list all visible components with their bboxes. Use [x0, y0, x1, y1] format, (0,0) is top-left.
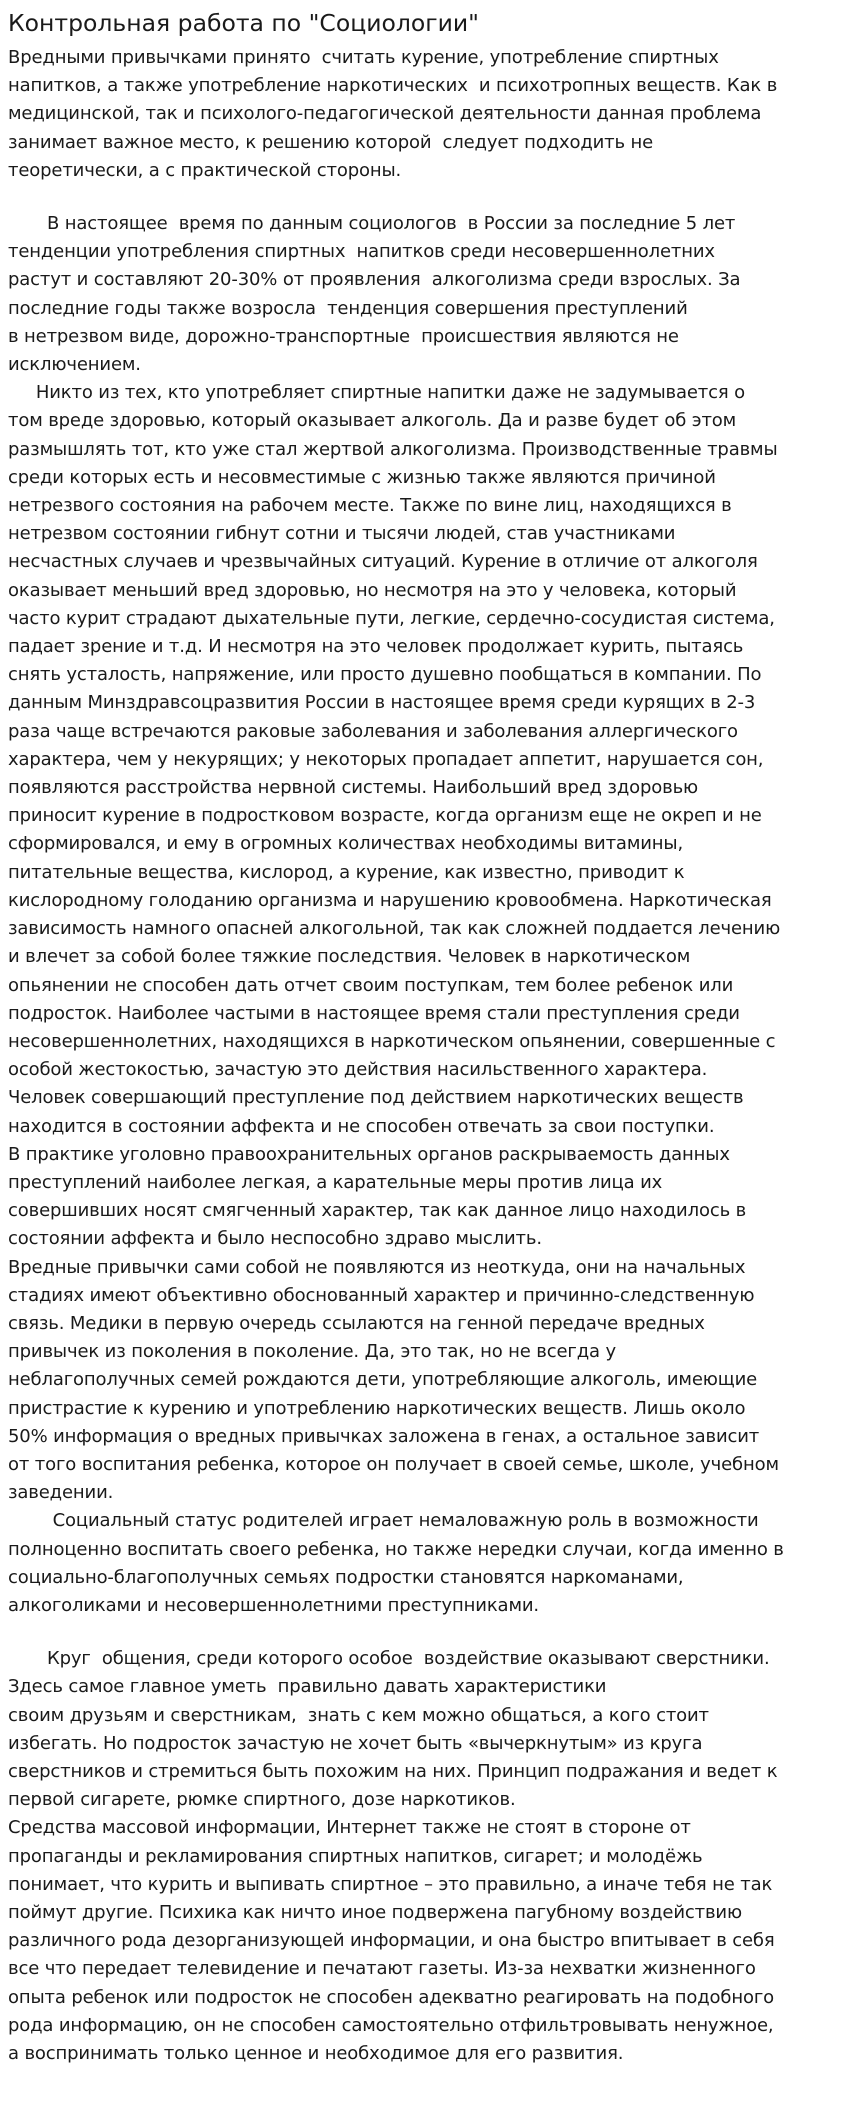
text-line: медицинской, так и психолого-педагогической деятельности данная проблема — [8, 103, 762, 125]
text-line: пристрастие к курению и употреблению наркотических веществ. Лишь около — [8, 1397, 746, 1419]
text-line: снять усталость, напряжение, или просто душевно пообщаться в компании. По — [8, 664, 762, 686]
text-line: кислородному голоданию организма и нарушению кровообмена. Наркотическая — [8, 889, 772, 911]
text-line: раза чаще встречаются раковые заболевания и заболевания аллергического — [8, 720, 738, 742]
text-line: все что передает телевидение и печатают газеты. Из-за нехватки жизненного — [8, 1958, 756, 1980]
text-line: несчастных случаев и чрезвычайных ситуаций. Курение в отличие от алкоголя — [8, 551, 758, 573]
text-line: неблагополучных семей рождаются дети, употребляющие алкоголь, имеющие — [8, 1369, 758, 1391]
text-line: находится в состоянии аффекта и не способен отвечать за свои поступки. — [8, 1115, 715, 1137]
text-line: В настоящее время по данным социологов в России за последние 5 лет — [8, 213, 736, 235]
text-line: состоянии аффекта и было неспособно здраво мыслить. — [8, 1228, 542, 1250]
text-line: и влечет за собой более тяжкие последствия. Человек в наркотическом — [8, 946, 691, 968]
text-line: сформировался, и ему в огромных количествах необходимы витамины, — [8, 833, 684, 855]
text-line: в нетрезвом виде, дорожно-транспортные происшествия являются не — [8, 325, 679, 347]
text-line: Здесь самое главное уметь правильно давать характеристики — [8, 1676, 607, 1698]
text-line: пропаганды и рекламирования спиртных напитков, сигарет; и молодёжь — [8, 1845, 703, 1867]
text-line: алкоголиками и несовершеннолетними преступниками. — [8, 1594, 539, 1616]
text-line: избегать. Но подросток зачастую не хочет быть «вычеркнутым» из круга — [8, 1732, 703, 1754]
text-line: занимает важное место, к решению которой следует подходить не — [8, 131, 654, 153]
text-line: нетрезвого состояния на рабочем месте. Также по вине лиц, находящихся в — [8, 495, 732, 517]
text-line: данным Минздравсоцразвития России в настоящее время среди курящих в 2-3 — [8, 692, 756, 714]
text-line: различного рода дезорганизующей информации, и она быстро впитывает в себя — [8, 1930, 775, 1952]
text-line: опыта ребенок или подросток не способен адекватно реагировать на подобного — [8, 1986, 775, 2008]
document-body — [8, 44, 843, 2068]
text-line: своим друзьям и сверстникам, знать с кем можно общаться, а кого стоит — [8, 1704, 709, 1726]
text-line: характера, чем у некурящих; у некоторых пропадает аппетит, нарушается сон, — [8, 748, 764, 770]
text-line: теоретически, а с практической стороны. — [8, 159, 402, 181]
text-line: Вредными привычками принято считать курение, употребление спиртных — [8, 47, 719, 68]
text-line: первой сигарете, рюмке спиртного, дозе наркотиков. — [8, 1789, 516, 1811]
text-line: связь. Медики в первую очередь ссылаются на генной передаче вредных — [8, 1312, 705, 1334]
text-line: тенденции употребления спиртных напитков среди несовершеннолетних — [8, 241, 715, 263]
text-line: Средства массовой информации, Интернет также не стоят в стороне от — [8, 1817, 691, 1839]
text-line: понимает, что курить и выпивать спиртное – это правильно, а иначе тебя не так — [8, 1873, 773, 1895]
text-line: преступлений наиболее легкая, а карательные меры против лица их — [8, 1171, 663, 1193]
text-line: напитков, а также употребление наркотических и психотропных веществ. Как в — [8, 75, 778, 97]
text-line: сверстников и стремиться быть похожим на них. Принцип подражания и ведет к — [8, 1760, 778, 1782]
text-line: от того воспитания ребенка, которое он получает в своей семье, школе, учебном — [8, 1453, 779, 1475]
page-title: Контрольная работа по "Социологии" — [8, 9, 479, 37]
text-line: нетрезвом состоянии гибнут сотни и тысячи людей, став участниками — [8, 523, 676, 545]
text-line: появляются расстройства нервной системы. Наибольший вред здоровью — [8, 777, 699, 799]
text-line: несовершеннолетних, находящихся в наркотическом опьянении, совершенные с — [8, 1030, 776, 1052]
text-line: оказывает меньший вред здоровью, но несмотря на это у человека, который — [8, 579, 737, 601]
text-line: совершивших носят смягченный характер, так как данное лицо находилось в — [8, 1200, 747, 1222]
text-line: приносит курение в подростковом возрасте, когда организм еще не окреп и не — [8, 805, 762, 827]
text-line: Вредные привычки сами собой не появляются из неоткуда, они на начальных — [8, 1256, 746, 1278]
text-line: Круг общения, среди которого особое воздействие оказывают сверстники. — [8, 1648, 770, 1670]
text-line: 50% информация о вредных привычках заложена в генах, а остальное зависит — [8, 1425, 760, 1447]
text-line: особой жестокостью, зачастую это действия насильственного характера. — [8, 1059, 708, 1081]
text-line: а воспринимать только ценное и необходимое для его развития. — [8, 2043, 624, 2065]
text-line: Никто из тех, кто употребляет спиртные напитки даже не задумывается о — [8, 382, 745, 404]
text-line: рода информацию, он не способен самостоятельно отфильтровывать ненужное, — [8, 2014, 774, 2036]
paragraph — [8, 210, 843, 1620]
text-line: полноценно воспитать своего ребенка, но также нередки случаи, когда именно в — [8, 1538, 784, 1560]
text-line: растут и составляют 20-30% от проявления алкоголизма среди взрослых. За — [8, 269, 741, 291]
text-line: исключением. — [8, 354, 141, 376]
paragraph — [8, 44, 843, 185]
text-line: среди которых есть и несовместимые с жизнью также являются причиной — [8, 466, 716, 488]
text-line: том вреде здоровью, который оказывает алкоголь. Да и разве будет об этом — [8, 410, 737, 432]
text-line: питательные вещества, кислород, а курение, как известно, приводит к — [8, 861, 685, 883]
text-line: падает зрение и т.д. И несмотря на это человек продолжает курить, пытаясь — [8, 636, 744, 658]
text-line: стадиях имеют объективно обоснованный характер и причинно-следственную — [8, 1284, 755, 1306]
text-line: В практике уголовно правоохранительных органов раскрываемость данных — [8, 1143, 730, 1165]
paragraph — [8, 1645, 843, 2068]
text-line: размышлять тот, кто уже стал жертвой алкоголизма. Производственные травмы — [8, 438, 778, 460]
text-line: опьянении не способен дать отчет своим поступкам, тем более ребенок или — [8, 974, 734, 996]
text-line: Социальный статус родителей играет немаловажную роль в возможности — [8, 1510, 759, 1532]
text-line: последние годы также возросла тенденция совершения преступлений — [8, 297, 688, 319]
text-line: социально-благополучных семьях подростки становятся наркоманами, — [8, 1566, 684, 1588]
text-line: привычек из поколения в поколение. Да, это так, но не всегда у — [8, 1341, 616, 1363]
text-line: поймут другие. Психика как ничто иное подвержена пагубному воздействию — [8, 1902, 742, 1923]
text-line: часто курит страдают дыхательные пути, легкие, сердечно-сосудистая система, — [8, 607, 775, 629]
text-line: зависимость намного опасней алкогольной, так как сложней поддается лечению — [8, 918, 781, 940]
text-line: подросток. Наиболее частыми в настоящее время стали преступления среди — [8, 1002, 740, 1024]
text-line: Человек совершающий преступление под действием наркотических веществ — [8, 1087, 744, 1109]
text-line: заведении. — [8, 1482, 114, 1504]
